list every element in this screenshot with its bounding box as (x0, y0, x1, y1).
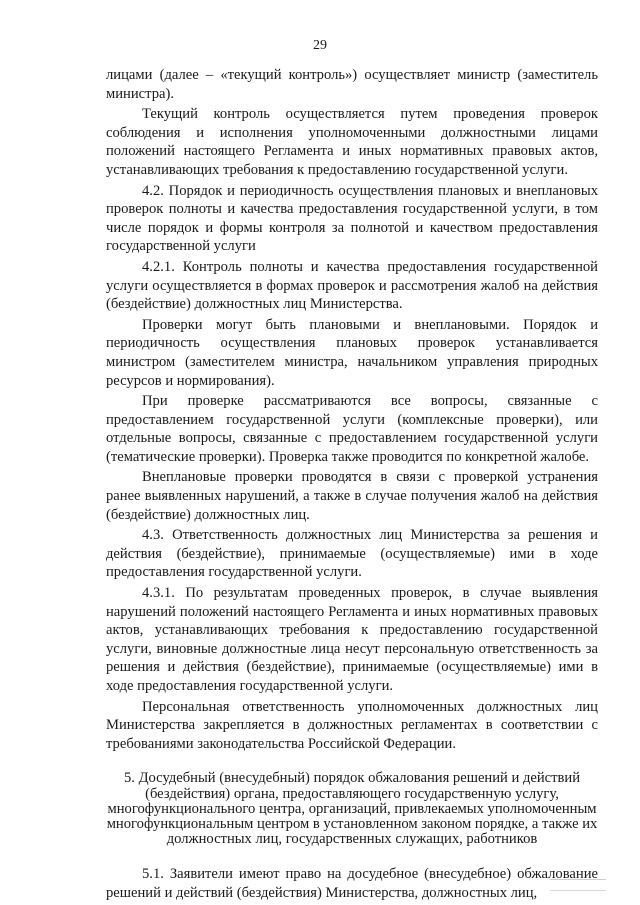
paragraph-inspection-scope: При проверке рассматриваются все вопросы, связанные с предоставлением государственной услуги (комплексные проверки), или отдельные вопросы, связанные с предоставлением государственной услуги (тематические проверки). Проверка также проводится по конкретной жалобе. (106, 393, 598, 465)
page-number: 29 (313, 38, 327, 53)
scan-footer-mark (550, 879, 606, 891)
paragraph-inspection-types: Проверки могут быть плановыми и внеплановыми. Порядок и периодичность осуществления плановых проверок устанавливается министром (заместителем министра, начальником управления природных ресурсов и нормирования). (106, 316, 598, 389)
section-5-heading: 5. Досудебный (внесудебный) порядок обжалования решений и действий (бездействия) органа, предоставляющего государственную услугу, многофункционального центра, организаций, привлекаемых уполномоченным многофункциональным центром в установленном законом порядке, а также их должностных лиц, государственных служащих, работников (106, 770, 598, 848)
paragraph-current-control: лицами (далее – «текущий контроль») осуществляет министр (заместитель министра). (106, 67, 598, 102)
paragraph-personal-responsibility: Персональная ответственность уполномоченных должностных лиц Министерства закрепляется в должностных регламентах в соответствии с требованиями законодательства Российской Федерации. (106, 698, 598, 752)
document-body (106, 66, 598, 903)
paragraph-5-1: 5.1. Заявители имеют право на досудебное (внесудебное) обжалование решений и действий (бездействия) Министерства, должностных лиц, (106, 866, 598, 901)
paragraph-4-2: 4.2. Порядок и периодичность осуществления плановых и внеплановых проверок полноты и качества предоставления государственной услуги, в том числе порядок и формы контроля за полнотой и качеством предоставления государственной услуги (106, 182, 598, 255)
paragraph-unscheduled-inspections: Внеплановые проверки проводятся в связи с проверкой устранения ранее выявленных нарушений, а также в случае получения жалоб на действия (бездействие) должностных лиц. (106, 469, 598, 523)
paragraph-current-control-method: Текущий контроль осуществляется путем проведения проверок соблюдения и исполнения уполномоченными должностными лицами положений настоящего Регламента и иных нормативных правовых актов, устанавливающих требования к предоставлению государственной услуги. (106, 106, 598, 178)
paragraph-4-2-1: 4.2.1. Контроль полноты и качества предоставления государственной услуги осуществляется в формах проверок и рассмотрения жалоб на действия (бездействие) должностных лиц Министерства. (106, 258, 598, 313)
paragraph-4-3: 4.3. Ответственность должностных лиц Министерства за решения и действия (бездействие), принимаемые (осуществляемые) ими в ходе предоставления государственной услуги. (106, 527, 598, 581)
paragraph-4-3-1: 4.3.1. По результатам проведенных проверок, в случае выявления нарушений положений настоящего Регламента и иных нормативных правовых актов, устанавливающих требования к предоставлению государственной услуги, виновные должностные лица несут персональную ответственность за решения и действия (бездействие), принимаемые (осуществляемые) ими в ходе предоставления государственной услуги. (106, 585, 598, 694)
